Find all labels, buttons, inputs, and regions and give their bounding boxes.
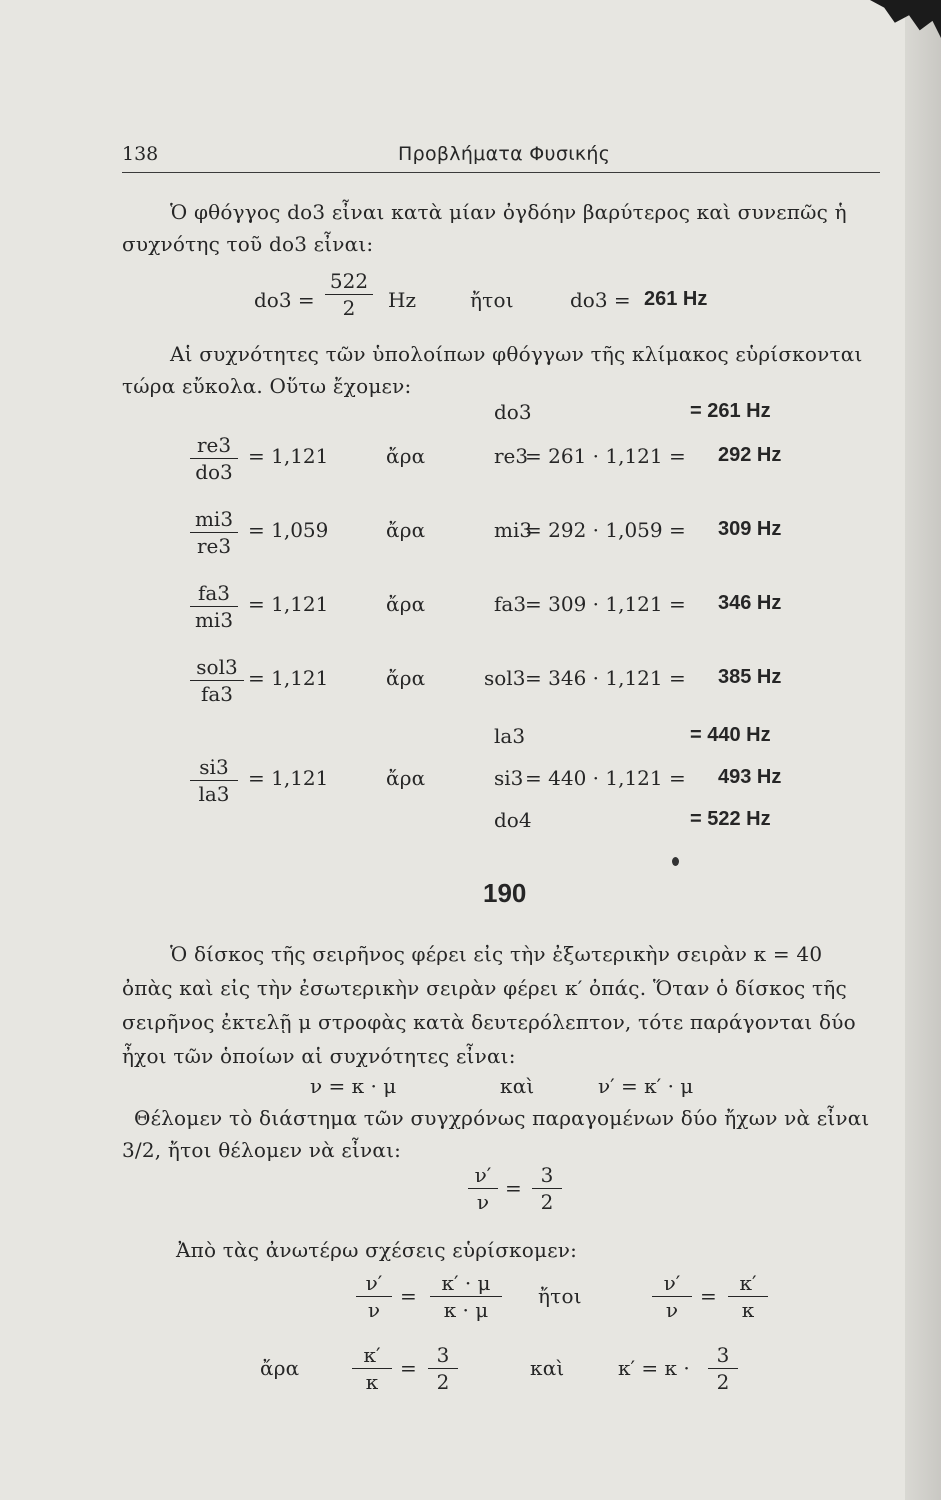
ratio-value: = 1,121 <box>248 666 329 690</box>
fraction-bar <box>356 1296 392 1297</box>
header-rule <box>122 172 880 173</box>
freq-eq-right: ν′ = κ′ · μ <box>598 1074 694 1098</box>
fraction-bar <box>190 680 244 681</box>
ratio-numerator: si3 <box>199 755 229 779</box>
para3-line-1: Ὁ δίσκος τῆς σειρῆνος φέρει εἰς τὴν ἐξωτερικὴν σειρὰν κ = 40 <box>170 942 823 966</box>
ratio-fraction <box>190 656 244 705</box>
do3-etoi: ἤτοι <box>470 288 514 312</box>
scale-result: 292 Hz <box>718 444 782 466</box>
ratio-value: = 1,121 <box>248 592 329 616</box>
ratio-eq-right-fraction <box>532 1164 562 1213</box>
para3-line-3: σειρῆνος ἐκτελῇ μ στροφὰς κατὰ δευτερόλεπτον, τότε παράγονται δύο <box>122 1010 856 1034</box>
do3-lhs: do3 = <box>254 288 315 312</box>
ratio-denominator: re3 <box>196 534 232 558</box>
ara-label: ἄρα <box>386 518 426 542</box>
ratio-eq-left-fraction <box>468 1164 498 1213</box>
do3-result: 261 Hz <box>644 288 708 310</box>
final-fraction-2 <box>428 1344 458 1393</box>
ratio-fraction <box>190 508 238 557</box>
do3-denominator: 2 <box>342 296 356 320</box>
ratio-eq-sign: = <box>505 1176 522 1200</box>
fraction-bar <box>352 1368 392 1369</box>
fraction-bar <box>190 458 238 459</box>
fraction-numerator: ν′ <box>663 1271 681 1295</box>
do3-unit: Hz <box>388 288 416 312</box>
derive-fraction-3 <box>652 1272 692 1321</box>
ratio-numerator: fa3 <box>197 581 231 605</box>
page-edge-shadow <box>905 0 941 1500</box>
freq-eq-kai: καὶ <box>500 1074 535 1098</box>
do3-numerator: 522 <box>329 269 369 293</box>
ratio-numerator: re3 <box>196 433 232 457</box>
problem-number: 190 <box>483 878 527 908</box>
para3-line-2: ὀπὰς καὶ εἰς τὴν ἐσωτερικὴν σειρὰν φέρει κ′ ὀπάς. Ὅταν ὁ δίσκος τῆς <box>122 976 847 1000</box>
fraction-bar <box>190 606 238 607</box>
scale-result: 346 Hz <box>718 592 782 614</box>
ratio-denominator: do3 <box>195 460 233 484</box>
fraction-denominator: 2 <box>540 1190 554 1214</box>
ara-label: ἄρα <box>386 592 426 616</box>
intro-line-1: Ὁ φθόγγος do3 εἶναι κατὰ μίαν ὀγδόην βαρύτερος καὶ συνεπῶς ἡ <box>170 200 847 224</box>
fraction-bar <box>532 1188 562 1189</box>
final-fraction-1 <box>352 1344 392 1393</box>
fraction-denominator: κ · μ <box>443 1298 489 1322</box>
fraction-numerator: 3 <box>716 1343 730 1367</box>
ratio-value: = 1,059 <box>248 518 329 542</box>
ratio-fraction <box>190 434 238 483</box>
scale-result: = 261 Hz <box>690 400 771 422</box>
freq-eq-left: ν = κ · μ <box>310 1074 397 1098</box>
scale-note: do3 <box>494 400 532 424</box>
ara-label: ἄρα <box>386 666 426 690</box>
para3-line-4: ἦχοι τῶν ὁποίων αἱ συχνότητες εἶναι: <box>122 1044 516 1068</box>
fraction-numerator: 3 <box>540 1163 554 1187</box>
fraction-bar <box>652 1296 692 1297</box>
derive-eq-sign: = <box>700 1284 717 1308</box>
fraction-denominator: κ <box>741 1298 755 1322</box>
para2-line-1: Αἱ συχνότητες τῶν ὑπολοίπων φθόγγων τῆς κλίμακος εὑρίσκονται <box>170 342 863 366</box>
ratio-denominator: mi3 <box>194 608 234 632</box>
scale-note: la3 <box>494 724 526 748</box>
scale-expr: = 346 · 1,121 = <box>525 666 686 690</box>
scale-expr: = 261 · 1,121 = <box>525 444 686 468</box>
final-fraction-3 <box>708 1344 738 1393</box>
scale-result: = 522 Hz <box>690 808 771 830</box>
ink-dot <box>672 857 679 866</box>
fraction-denominator: ν <box>665 1298 679 1322</box>
scale-note: re3 <box>494 444 529 468</box>
ratio-fraction <box>190 756 238 805</box>
ara-label: ἄρα <box>386 766 426 790</box>
derive-fraction-2 <box>430 1272 502 1321</box>
do3-rhs: do3 = <box>570 288 631 312</box>
ratio-denominator: la3 <box>198 782 230 806</box>
fraction-bar <box>728 1296 768 1297</box>
scale-result: 493 Hz <box>718 766 782 788</box>
fraction-bar <box>428 1368 458 1369</box>
final-ara: ἄρα <box>260 1356 300 1380</box>
fraction-bar <box>430 1296 502 1297</box>
scale-note: sol3 <box>484 666 526 690</box>
fraction-numerator: κ′ <box>363 1343 381 1367</box>
fraction-numerator: ν′ <box>474 1163 492 1187</box>
scale-note: si3 <box>494 766 524 790</box>
fraction-numerator: κ′ <box>739 1271 757 1295</box>
scale-note: fa3 <box>494 592 527 616</box>
intro-line-2: συχνότης τοῦ do3 εἶναι: <box>122 232 374 256</box>
scale-expr: = 440 · 1,121 = <box>525 766 686 790</box>
derive-fraction-4 <box>728 1272 768 1321</box>
ratio-denominator: fa3 <box>200 682 234 706</box>
para4-line-2: 3/2, ἤτοι θέλομεν νὰ εἶναι: <box>122 1138 402 1162</box>
scale-result: 309 Hz <box>718 518 782 540</box>
running-title: Προβλήματα Φυσικής <box>398 143 611 165</box>
ratio-numerator: mi3 <box>194 507 234 531</box>
ratio-value: = 1,121 <box>248 444 329 468</box>
fraction-bar <box>190 780 238 781</box>
derive-etoi: ἤτοι <box>538 1284 582 1308</box>
scale-result: = 440 Hz <box>690 724 771 746</box>
final-kai: καὶ <box>530 1356 565 1380</box>
do3-fraction <box>325 270 373 319</box>
scale-expr: = 292 · 1,059 = <box>525 518 686 542</box>
ara-label: ἄρα <box>386 444 426 468</box>
fraction-denominator: 2 <box>436 1370 450 1394</box>
fraction-denominator: κ <box>365 1370 379 1394</box>
para5-line-1: Ἀπὸ τὰς ἀνωτέρω σχέσεις εὑρίσκομεν: <box>176 1238 578 1262</box>
fraction-numerator: ν′ <box>365 1271 383 1295</box>
para2-line-2: τώρα εὔκολα. Οὕτω ἔχομεν: <box>122 374 412 398</box>
fraction-denominator: ν <box>367 1298 381 1322</box>
derive-eq-sign: = <box>400 1284 417 1308</box>
fraction-bar <box>325 294 373 295</box>
scale-note: mi3 <box>494 518 533 542</box>
ratio-numerator: sol3 <box>196 655 238 679</box>
fraction-numerator: 3 <box>436 1343 450 1367</box>
derive-fraction-1 <box>356 1272 392 1321</box>
page-number: 138 <box>122 143 159 165</box>
fraction-denominator: ν <box>476 1190 490 1214</box>
final-eq-sign: = <box>400 1356 417 1380</box>
scale-note: do4 <box>494 808 532 832</box>
final-rhs: κ′ = κ · <box>618 1356 690 1380</box>
fraction-bar <box>708 1368 738 1369</box>
fraction-denominator: 2 <box>716 1370 730 1394</box>
scale-expr: = 309 · 1,121 = <box>525 592 686 616</box>
fraction-numerator: κ′ · μ <box>441 1271 491 1295</box>
ratio-value: = 1,121 <box>248 766 329 790</box>
fraction-bar <box>468 1188 498 1189</box>
para4-line-1: Θέλομεν τὸ διάστημα τῶν συγχρόνως παραγομένων δύο ἤχων νὰ εἶναι <box>134 1106 870 1130</box>
fraction-bar <box>190 532 238 533</box>
scale-result: 385 Hz <box>718 666 782 688</box>
ratio-fraction <box>190 582 238 631</box>
